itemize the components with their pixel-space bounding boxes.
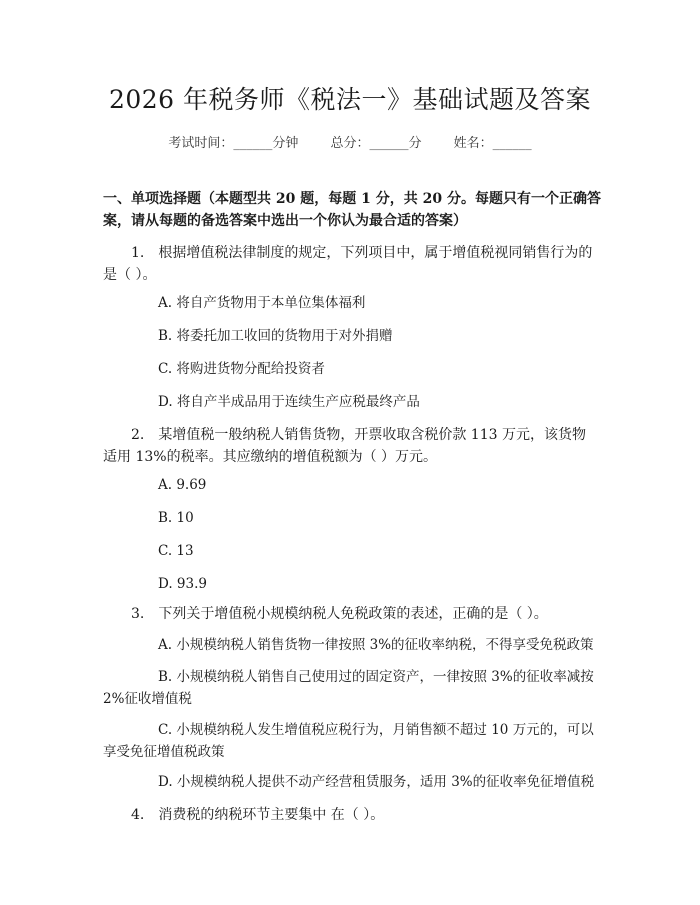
question-stem: 2. 某增值税一般纳税人销售货物，开票收取含税价款 113 万元，该货物适用 13%的税率。其应缴纳的增值税额为（ ）万元。: [103, 427, 586, 465]
section-heading: 一、单项选择题（本题型共 20 题，每题 1 分，共 20 分。每题只有一个正确答案，请从每题的备选答案中选出一个你认为最合适的答案）: [103, 191, 601, 229]
question-4: [103, 804, 598, 826]
option-3b: B. 小规模纳税人销售自己使用过的固定资产，一律按照 3%的征收率减按 2%征收增值税: [103, 669, 594, 707]
name-field: 姓名：______: [453, 136, 532, 151]
option-2d: D. 93.9: [158, 576, 207, 592]
question-stem: 1. 根据增值税法律制度的规定，下列项目中，属于增值税视同销售行为的是（ ）。: [103, 245, 593, 283]
option-3c: C. 小规模纳税人发生增值税应税行为，月销售额不超过 10 万元的，可以享受免征增值税政策: [103, 722, 594, 760]
total-score-field: 总分：______分: [330, 136, 422, 151]
option-1c: C. 将购进货物分配给投资者: [158, 361, 325, 377]
question-1: [103, 242, 598, 286]
option-1a: A. 将自产货物用于本单位集体福利: [158, 295, 366, 311]
question-stem: 4. 消费税的纳税环节主要集中 在（ ）。: [131, 807, 385, 823]
question-2: [103, 424, 598, 468]
question-stem: 3. 下列关于增值税小规模纳税人免税政策的表述，正确的是（ ）。: [131, 606, 548, 622]
option-3d: D. 小规模纳税人提供不动产经营租赁服务，适用 3%的征收率免征增值税: [158, 774, 595, 790]
option-2a: A. 9.69: [158, 477, 207, 493]
exam-meta: [0, 132, 700, 151]
exam-time-field: 考试时间：______分钟: [168, 136, 299, 151]
option-1d: D. 将自产半成品用于连续生产应税最终产品: [158, 394, 420, 410]
page-title: 2026 年税务师《税法一》基础试题及答案: [108, 85, 592, 114]
option-1b: B. 将委托加工收回的货物用于对外捐赠: [158, 328, 393, 344]
option-2b: B. 10: [158, 510, 194, 526]
option-2c: C. 13: [158, 543, 194, 559]
question-3: [103, 603, 598, 625]
option-3a: A. 小规模纳税人销售货物一律按照 3%的征收率纳税，不得享受免税政策: [158, 637, 594, 653]
